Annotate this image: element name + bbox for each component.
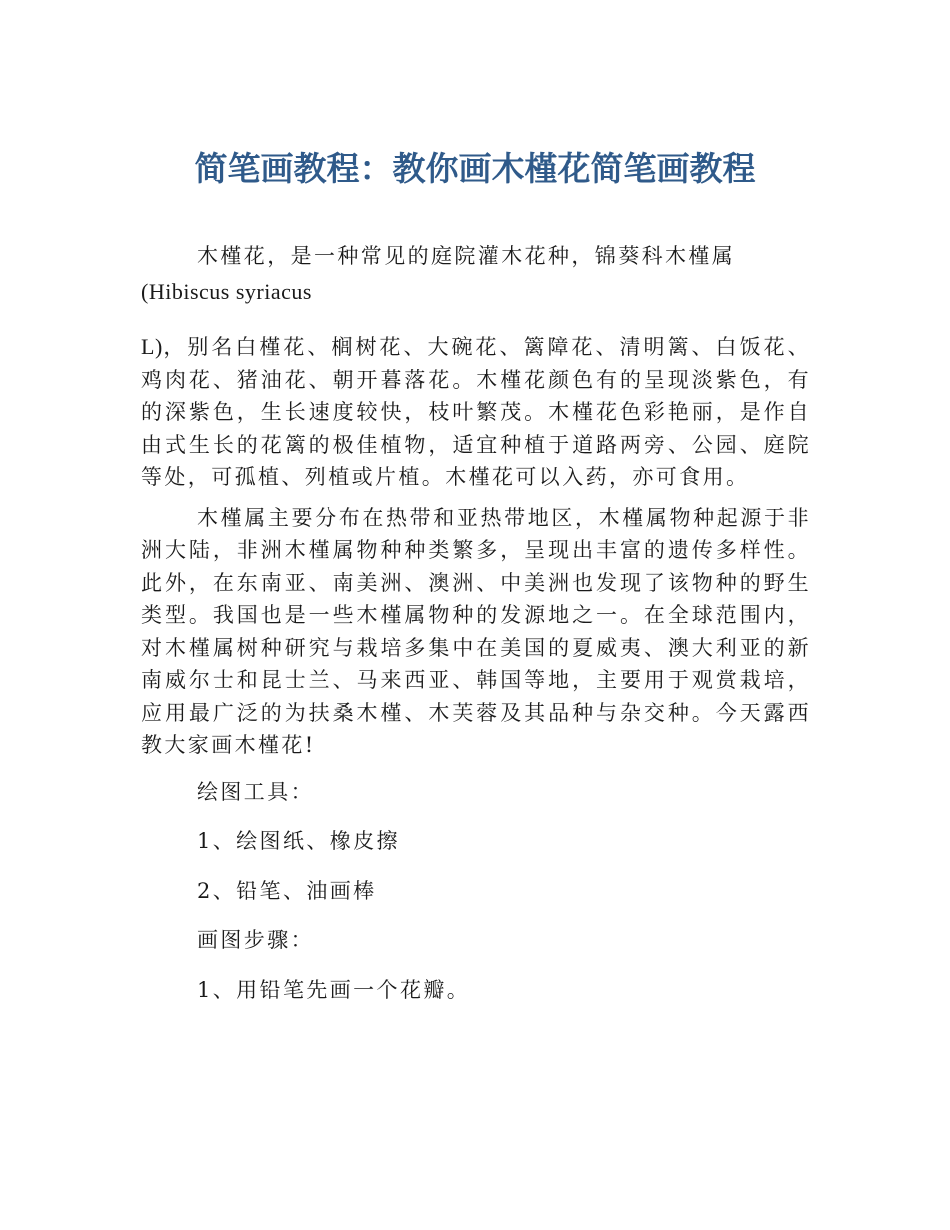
- paragraph-1-latin-fragment: L): [141, 334, 163, 359]
- paragraph-1-line-1: 木槿花，是一种常见的庭院灌木花种，锦葵科木槿属: [197, 244, 736, 268]
- paragraph-2: 木槿属主要分布在热带和亚热带地区，木槿属物种起源于非洲大陆，非洲木槿属物种种类繁多，呈现出丰富的遗传多样性。此外，在东南亚、南美洲、澳洲、中美洲也发现了该物种的野生类型。我国也是一些木槿属物种的发源地之一。在全球范围内，对木槿属树种研究与栽培多集中在美国的夏威夷、澳大利亚的新南威尔士和昆士兰、马来西亚、韩国等地，主要用于观赏栽培，应用最广泛的为扶桑木槿、木芙蓉及其品种与杂交种。今天露西教大家画木槿花!: [141, 505, 811, 757]
- tool-item-1: 1、绘图纸、橡皮擦: [197, 829, 400, 853]
- paragraph-1-line-2: (Hibiscus syriacus: [141, 278, 312, 304]
- tools-heading: 绘图工具：: [197, 779, 314, 804]
- paragraph-1-text: ，别名白槿花、榈树花、大碗花、篱障花、清明篱、白饭花、鸡肉花、猪油花、朝开暮落花。木槿花颜色有的呈现淡紫色，有的深紫色，生长速度较快，枝叶繁茂。木槿花色彩艳丽，是作自由式生长的花篱的极佳植物，适宜种植于道路两旁、公园、庭院等处，可孤植、列植或片植。木槿花可以入药，亦可食用。: [141, 335, 811, 489]
- step-item-1: 1、用铅笔先画一个花瓣。: [197, 977, 471, 1002]
- document-title: 简笔画教程：教你画木槿花简笔画教程: [194, 149, 756, 188]
- steps-heading: 画图步骤：: [197, 928, 314, 952]
- document-body: [141, 240, 811, 1006]
- tool-item-2: 2、铅笔、油画棒: [197, 878, 377, 903]
- paragraph-1-continued: [141, 331, 811, 494]
